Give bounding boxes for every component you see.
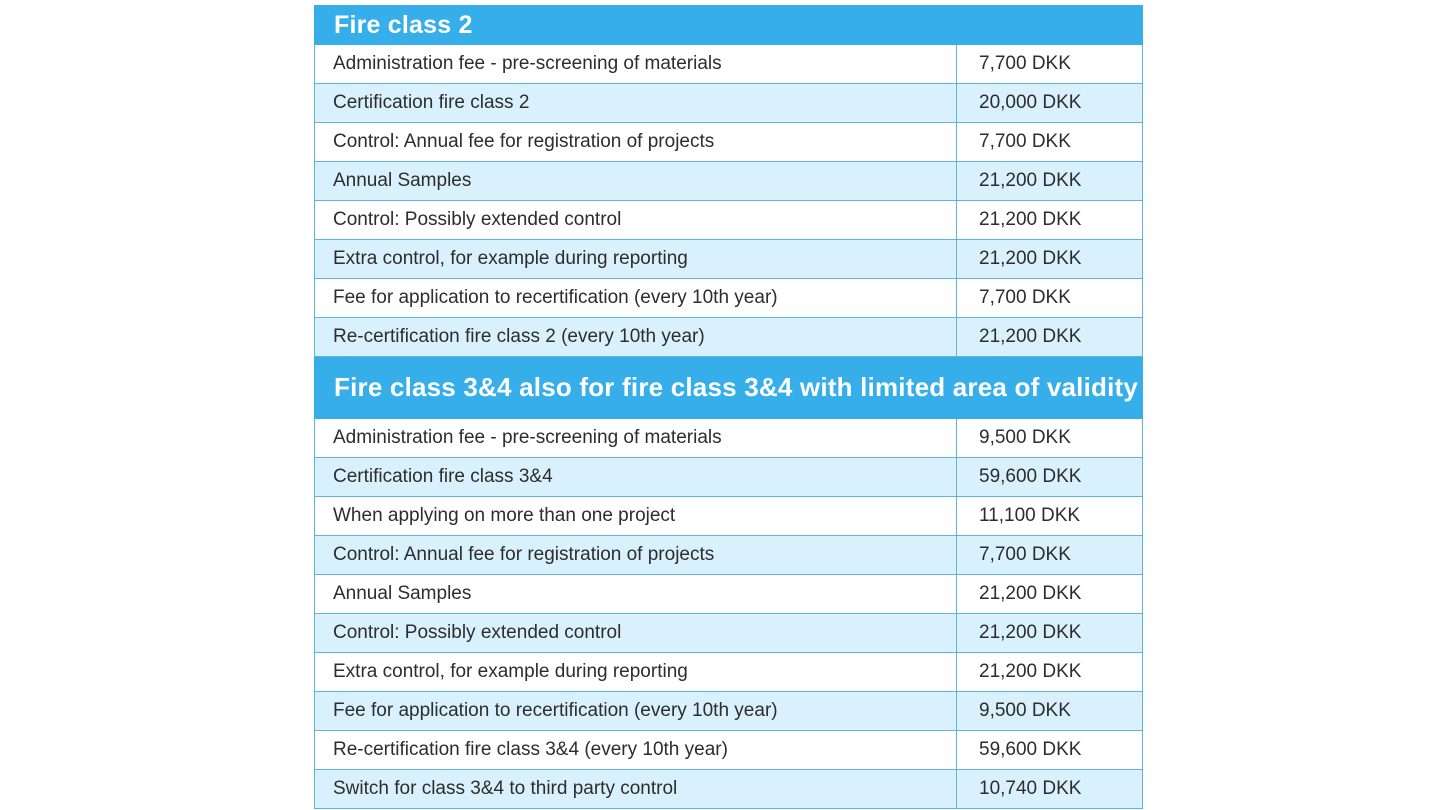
- section-header: [315, 357, 1143, 419]
- fee-description: Extra control, for example during reporting: [315, 240, 957, 279]
- fee-description: Annual Samples: [315, 575, 957, 614]
- fee-amount: 21,200 DKK: [957, 575, 1143, 614]
- fee-description: Control: Possibly extended control: [315, 201, 957, 240]
- table-row: [315, 201, 1143, 240]
- table-row: [315, 731, 1143, 770]
- fee-amount: 21,200 DKK: [957, 240, 1143, 279]
- fee-description: Fee for application to recertification (every 10th year): [315, 692, 957, 731]
- fee-amount: 10,740 DKK: [957, 770, 1143, 809]
- table-row: [315, 575, 1143, 614]
- fee-description: When applying on more than one project: [315, 497, 957, 536]
- fee-description: Fee for application to recertification (every 10th year): [315, 279, 957, 318]
- table-row: [315, 279, 1143, 318]
- fee-amount: 59,600 DKK: [957, 458, 1143, 497]
- table-row: [315, 318, 1143, 357]
- table-row: [315, 240, 1143, 279]
- fee-amount: 21,200 DKK: [957, 614, 1143, 653]
- table-row: [315, 614, 1143, 653]
- table-row: [315, 123, 1143, 162]
- fee-amount: 7,700 DKK: [957, 45, 1143, 84]
- fee-amount: 7,700 DKK: [957, 123, 1143, 162]
- fee-amount: 21,200 DKK: [957, 318, 1143, 357]
- fee-amount: 7,700 DKK: [957, 279, 1143, 318]
- table-row: [315, 458, 1143, 497]
- fee-description: Annual Samples: [315, 162, 957, 201]
- fee-description: Administration fee - pre-screening of materials: [315, 419, 957, 458]
- table-row: [315, 770, 1143, 809]
- table-row: [315, 84, 1143, 123]
- table-row: [315, 419, 1143, 458]
- section-title: Fire class 3&4 also for fire class 3&4 with limited area of validity: [315, 357, 1143, 419]
- table-row: [315, 536, 1143, 575]
- fee-description: Extra control, for example during reporting: [315, 653, 957, 692]
- fee-amount: 59,600 DKK: [957, 731, 1143, 770]
- table-row: [315, 162, 1143, 201]
- fire-class-3-4-section: [315, 357, 1143, 809]
- section-header: [315, 6, 1143, 45]
- fire-class-2-section: [315, 6, 1143, 357]
- fee-description: Re-certification fire class 2 (every 10th year): [315, 318, 957, 357]
- fee-amount: 20,000 DKK: [957, 84, 1143, 123]
- fee-description: Control: Annual fee for registration of projects: [315, 123, 957, 162]
- fee-description: Administration fee - pre-screening of materials: [315, 45, 957, 84]
- section-title: Fire class 2: [315, 6, 1143, 45]
- fee-description: Switch for class 3&4 to third party control: [315, 770, 957, 809]
- fee-amount: 7,700 DKK: [957, 536, 1143, 575]
- fee-amount: 21,200 DKK: [957, 162, 1143, 201]
- table-row: [315, 653, 1143, 692]
- fee-table: [314, 5, 1143, 809]
- fee-description: Certification fire class 3&4: [315, 458, 957, 497]
- fee-description: Control: Possibly extended control: [315, 614, 957, 653]
- fee-description: Re-certification fire class 3&4 (every 10th year): [315, 731, 957, 770]
- table-row: [315, 497, 1143, 536]
- fee-amount: 21,200 DKK: [957, 653, 1143, 692]
- fee-amount: 9,500 DKK: [957, 692, 1143, 731]
- table-row: [315, 45, 1143, 84]
- fee-amount: 11,100 DKK: [957, 497, 1143, 536]
- fee-amount: 9,500 DKK: [957, 419, 1143, 458]
- table-row: [315, 692, 1143, 731]
- fee-amount: 21,200 DKK: [957, 201, 1143, 240]
- fee-description: Control: Annual fee for registration of projects: [315, 536, 957, 575]
- fee-description: Certification fire class 2: [315, 84, 957, 123]
